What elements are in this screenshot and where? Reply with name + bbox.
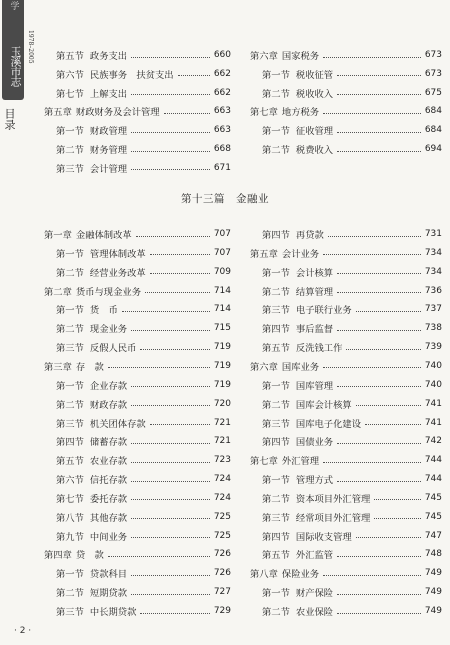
toc-entry-page: 694 — [424, 144, 442, 154]
toc-entry-page: 734 — [424, 266, 442, 277]
toc-dot-leader — [374, 499, 421, 500]
toc-entry-title: 会计管理 — [89, 163, 128, 175]
toc-entry-page: 749 — [424, 568, 442, 579]
toc-entry — [250, 509, 442, 525]
toc-dot-leader — [337, 481, 421, 482]
toc-entry-number: 第五节 — [56, 456, 84, 468]
toc-dot-leader — [131, 405, 210, 406]
toc-entry-title: 国家税务 — [281, 51, 320, 62]
toc-entry — [250, 415, 442, 431]
toc-dot-leader — [365, 424, 421, 425]
toc-entry — [250, 339, 442, 355]
toc-dot-leader — [131, 518, 210, 519]
toc-dot-leader — [131, 169, 210, 170]
toc-dot-leader — [323, 462, 421, 463]
toc-dot-leader — [131, 537, 210, 538]
toc-entry — [250, 103, 442, 119]
toc-dot-leader — [131, 132, 210, 133]
toc-entry — [44, 490, 231, 506]
toc-entry-number: 第七章 — [250, 456, 278, 468]
toc-entry-number: 第四节 — [262, 324, 290, 336]
toc-entry-number: 第三节 — [56, 343, 84, 355]
toc-entry-title: 经常项目外汇管理 — [295, 512, 371, 524]
toc-entry — [44, 320, 231, 336]
toc-entry-title: 外汇管理 — [281, 456, 320, 468]
toc-entry-title: 上解支出 — [89, 88, 128, 100]
toc-entry-title: 财政存款 — [89, 399, 128, 411]
toc-dot-leader — [356, 537, 421, 538]
toc-entry-page: 662 — [213, 68, 231, 79]
toc-entry-page: 724 — [213, 492, 231, 503]
toc-entry-page: 731 — [424, 229, 442, 239]
toc-entry-title: 国库会计核算 — [295, 399, 352, 411]
toc-dot-leader — [131, 462, 210, 463]
toc-entry — [44, 226, 231, 242]
toc-dot-leader — [131, 481, 210, 482]
toc-entry-title: 财政管理 — [89, 126, 128, 138]
toc-dot-leader — [356, 311, 421, 312]
toc-entry-page: 673 — [424, 68, 442, 79]
toc-entry-number: 第二节 — [56, 145, 84, 156]
toc-entry-number: 第四节 — [56, 437, 84, 449]
toc-entry-page: 749 — [424, 606, 442, 616]
toc-entry-title: 经营业务改革 — [89, 267, 146, 279]
toc-dot-leader — [178, 75, 210, 76]
toc-entry-page: 668 — [213, 144, 231, 154]
toc-dot-leader — [337, 75, 421, 76]
toc-entry — [44, 122, 231, 138]
toc-dot-leader — [337, 94, 421, 95]
toc-entry-page: 725 — [213, 530, 231, 541]
toc-entry-number: 第六节 — [56, 69, 84, 81]
toc-entry-title: 财务管理 — [89, 145, 128, 156]
toc-entry — [44, 452, 231, 468]
toc-entry-title: 中长期贷款 — [89, 607, 137, 618]
toc-entry — [250, 396, 442, 412]
toc-entry-page: 707 — [213, 247, 231, 258]
toc-entry-number: 第四章 — [44, 550, 72, 562]
toc-entry-number: 第四节 — [262, 437, 290, 449]
toc-entry — [44, 358, 231, 374]
toc-entry-number: 第二节 — [262, 607, 290, 618]
toc-entry — [250, 245, 442, 261]
toc-entry-page: 719 — [213, 379, 231, 390]
toc-dot-leader — [356, 405, 421, 406]
toc-dot-leader — [150, 254, 210, 255]
toc-entry-title: 现金业务 — [89, 324, 128, 336]
toc-entry-page: 684 — [424, 125, 442, 136]
toc-entry-number: 第七节 — [56, 88, 84, 100]
toc-entry-title: 税费收入 — [295, 145, 334, 156]
toc-entry — [44, 603, 231, 619]
toc-entry — [250, 264, 442, 280]
toc-entry-page: 726 — [213, 568, 231, 579]
toc-entry-title: 机关团体存款 — [89, 418, 146, 430]
toc-entry-page: 747 — [424, 530, 442, 541]
toc-entry — [250, 490, 442, 506]
toc-entry — [44, 264, 231, 280]
toc-dot-leader — [131, 151, 210, 152]
toc-entry-number: 第三章 — [44, 361, 72, 373]
toc-entry-title: 会计业务 — [281, 248, 320, 260]
toc-entry-title: 外汇监管 — [295, 550, 334, 562]
toc-entry — [44, 584, 231, 600]
toc-entry-title: 国库电子化建设 — [295, 418, 361, 430]
toc-entry-page: 734 — [424, 247, 442, 258]
toc-entry — [44, 377, 231, 393]
toc-dot-leader — [323, 254, 421, 255]
toc-entry-title: 其他存款 — [89, 512, 128, 524]
toc-entry — [250, 584, 442, 600]
toc-entry-title: 管理体制改革 — [89, 248, 146, 260]
toc-entry-title: 委托存款 — [89, 493, 128, 505]
toc-entry-title: 国际收支管理 — [295, 531, 352, 543]
toc-dot-leader — [131, 330, 210, 331]
toc-entry-title: 农业保险 — [295, 607, 334, 618]
toc-entry-title: 农业存款 — [89, 456, 128, 468]
toc-entry — [44, 301, 231, 317]
toc-entry-title: 储蓄存款 — [89, 437, 128, 449]
toc-dot-leader — [337, 443, 421, 444]
toc-entry-page: 738 — [424, 323, 442, 334]
toc-entry-number: 第二节 — [56, 324, 84, 336]
toc-entry — [44, 283, 231, 299]
toc-dot-leader — [108, 556, 210, 557]
toc-entry-number: 第五章 — [44, 107, 72, 119]
toc-entry-page: 744 — [424, 474, 442, 485]
toc-entry — [44, 433, 231, 449]
toc-entry-page: 727 — [213, 587, 231, 598]
toc-dot-leader — [323, 57, 421, 58]
toc-entry-title: 存 款 — [75, 361, 104, 373]
toc-entry-page: 715 — [213, 323, 231, 334]
toc-dot-leader — [164, 113, 210, 114]
toc-entry-number: 第三节 — [56, 607, 84, 618]
toc-entry-title: 反假人民币 — [89, 343, 137, 355]
toc-entry-number: 第六节 — [56, 475, 84, 487]
toc-entry-page: 721 — [213, 417, 231, 428]
toc-dot-leader — [323, 113, 421, 114]
toc-entry — [44, 141, 231, 157]
toc-entry-number: 第四节 — [262, 230, 290, 241]
toc-entry-number: 第二节 — [56, 588, 84, 600]
toc-entry-page: 719 — [213, 360, 231, 371]
toc-dot-leader — [323, 575, 421, 576]
toc-entry-page: 709 — [213, 266, 231, 277]
toc-entry — [250, 122, 442, 138]
toc-entry-page: 748 — [424, 549, 442, 560]
sidebar — [0, 0, 34, 645]
toc-entry-number: 第三节 — [56, 418, 84, 430]
toc-entry-title: 资本项目外汇管理 — [295, 493, 371, 505]
toc-entry-page: 741 — [424, 398, 442, 409]
toc-entry-number: 第一节 — [56, 380, 84, 392]
toc-dot-leader — [337, 613, 421, 614]
toc-entry — [44, 160, 231, 176]
toc-entry — [250, 377, 442, 393]
toc-entry — [250, 301, 442, 317]
toc-entry-title: 征收管理 — [295, 126, 334, 138]
toc-dot-leader — [337, 594, 421, 595]
toc-entry-number: 第五节 — [262, 550, 290, 562]
toc-dot-leader — [337, 386, 421, 387]
book-spine-band — [2, 0, 24, 100]
toc-entry-title: 反洗钱工作 — [295, 343, 343, 355]
toc-entry-number: 第九节 — [56, 531, 84, 543]
toc-entry-number: 第一节 — [56, 569, 84, 581]
toc-entry-title: 事后监督 — [295, 324, 334, 336]
toc-entry-number: 第二节 — [262, 286, 290, 298]
toc-entry — [250, 226, 442, 242]
toc-entry-title: 国库业务 — [281, 361, 320, 373]
toc-entry-page: 723 — [213, 455, 231, 466]
toc-entry-number: 第一节 — [262, 380, 290, 392]
toc-entry-number: 第八节 — [56, 512, 84, 524]
toc-entry-number: 第一章 — [44, 230, 72, 241]
toc-entry — [44, 565, 231, 581]
toc-entry-number: 第五章 — [250, 248, 278, 260]
toc-entry-title: 信托存款 — [89, 475, 128, 487]
toc-entry-number: 第一节 — [56, 248, 84, 260]
toc-entry — [250, 471, 442, 487]
toc-dot-leader — [131, 386, 210, 387]
toc-entry-title: 国库管理 — [295, 380, 334, 392]
toc-entry — [44, 85, 231, 101]
page-number: · 2 · — [14, 626, 32, 636]
toc-entry — [250, 141, 442, 157]
toc-dot-leader — [131, 499, 210, 500]
toc-entry-number: 第七节 — [56, 493, 84, 505]
toc-dot-leader — [140, 349, 209, 350]
toc-entry-number: 第二节 — [262, 88, 290, 100]
toc-dot-leader — [131, 94, 210, 95]
toc-entry — [44, 47, 231, 63]
toc-entry-title: 税收收入 — [295, 88, 334, 100]
toc-entry-title: 保险业务 — [281, 569, 320, 581]
toc-entry-title: 货 币 — [89, 305, 118, 317]
toc-entry — [250, 320, 442, 336]
toc-entry-title: 货币与现金业务 — [75, 286, 141, 298]
toc-entry-number: 第七章 — [250, 107, 278, 119]
toc-entry-title: 金融体制改革 — [75, 230, 132, 241]
toc-entry-title: 中间业务 — [89, 531, 128, 543]
toc-entry-page: 720 — [213, 398, 231, 409]
toc-dot-leader — [337, 556, 421, 557]
toc-dot-leader — [136, 236, 210, 237]
toc-dot-leader — [328, 236, 421, 237]
toc-entry-page: 663 — [213, 106, 231, 117]
section-label: 目录 — [3, 108, 16, 130]
toc-entry — [250, 452, 442, 468]
toc-dot-leader — [323, 367, 421, 368]
toc-entry-page: 673 — [424, 50, 442, 60]
toc-dot-leader — [122, 311, 210, 312]
toc-dot-leader — [337, 132, 421, 133]
toc-entry-title: 贷款科目 — [89, 569, 128, 581]
toc-entry-number: 第二节 — [262, 399, 290, 411]
toc-entry — [250, 283, 442, 299]
toc-entry-number: 第一节 — [262, 588, 290, 600]
toc-entry-page: 740 — [424, 360, 442, 371]
toc-entry-page: 725 — [213, 511, 231, 522]
book-title: 玉溪市志 — [9, 46, 22, 86]
toc-entry — [250, 85, 442, 101]
toc-dot-leader — [145, 292, 210, 293]
toc-entry — [44, 471, 231, 487]
toc-entry-number: 第五节 — [56, 51, 84, 62]
toc-entry-number: 第一节 — [262, 475, 290, 487]
toc-dot-leader — [346, 349, 420, 350]
toc-entry-page: 726 — [213, 549, 231, 560]
toc-entry-page: 740 — [424, 379, 442, 390]
toc-entry-page: 684 — [424, 106, 442, 117]
toc-entry — [44, 103, 231, 119]
toc-entry — [250, 565, 442, 581]
toc-entry-page: 671 — [213, 162, 231, 173]
toc-entry-page: 736 — [424, 285, 442, 296]
toc-entry-title: 贷 款 — [75, 550, 104, 562]
toc-entry-page: 719 — [213, 342, 231, 353]
toc-entry-title: 财政财务及会计管理 — [75, 107, 160, 119]
toc-entry — [44, 509, 231, 525]
toc-entry-page: 742 — [424, 436, 442, 447]
toc-entry-page: 714 — [213, 285, 231, 296]
toc-entry-number: 第一节 — [56, 126, 84, 138]
toc-entry-number: 第一节 — [56, 305, 84, 317]
toc-dot-leader — [131, 594, 210, 595]
toc-entry-title: 政务支出 — [89, 51, 128, 62]
toc-entry-title: 财产保险 — [295, 588, 334, 600]
book-years: 1978–2005 — [27, 30, 34, 64]
toc-entry-page: 749 — [424, 587, 442, 598]
toc-entry-page: 745 — [424, 492, 442, 503]
toc-entry-number: 第三节 — [56, 163, 84, 175]
toc-entry-page: 744 — [424, 455, 442, 466]
toc-entry — [250, 603, 442, 619]
toc-entry-number: 第四节 — [262, 531, 290, 543]
toc-entry-number: 第二章 — [44, 286, 72, 298]
toc-entry-title: 民族事务 扶贫支出 — [89, 69, 174, 81]
toc-dot-leader — [131, 443, 210, 444]
toc-dot-leader — [150, 273, 210, 274]
toc-entry — [250, 358, 442, 374]
toc-entry-title: 电子联行业务 — [295, 305, 352, 317]
toc-entry-title: 地方税务 — [281, 107, 320, 119]
toc-entry-number: 第六章 — [250, 361, 278, 373]
toc-dot-leader — [374, 518, 421, 519]
toc-entry-page: 662 — [213, 87, 231, 98]
toc-entry-page: 739 — [424, 342, 442, 353]
toc-entry — [44, 245, 231, 261]
logo-mark: 学 — [10, 2, 20, 12]
toc-dot-leader — [108, 367, 210, 368]
toc-entry-number: 第二节 — [262, 493, 290, 505]
toc-dot-leader — [337, 273, 421, 274]
toc-entry-title: 国债业务 — [295, 437, 334, 449]
toc-entry — [250, 47, 442, 63]
toc-entry — [44, 415, 231, 431]
toc-entry-number: 第二节 — [56, 267, 84, 279]
toc-entry-number: 第六章 — [250, 51, 278, 62]
toc-entry-number: 第一节 — [262, 267, 290, 279]
toc-entry-title: 税收征管 — [295, 69, 334, 81]
toc-entry-page: 660 — [213, 50, 231, 60]
toc-entry — [250, 66, 442, 82]
toc-entry-page: 663 — [213, 125, 231, 136]
toc-entry-number: 第八章 — [250, 569, 278, 581]
part-title: 第十三篇 金融业 — [181, 193, 269, 205]
toc-dot-leader — [337, 292, 421, 293]
toc-entry-page: 737 — [424, 304, 442, 315]
toc-entry — [44, 546, 231, 562]
toc-entry-number: 第二节 — [262, 145, 290, 156]
toc-dot-leader — [150, 424, 210, 425]
toc-entry-title: 短期贷款 — [89, 588, 128, 600]
toc-entry — [44, 66, 231, 82]
toc-entry-title: 结算管理 — [295, 286, 334, 298]
toc-entry-number: 第三节 — [262, 512, 290, 524]
toc-entry-page: 721 — [213, 436, 231, 447]
toc-entry-number: 第三节 — [262, 418, 290, 430]
toc-entry — [250, 546, 442, 562]
toc-entry-page: 707 — [213, 229, 231, 239]
toc-dot-leader — [131, 575, 210, 576]
toc-entry-number: 第二节 — [56, 399, 84, 411]
toc-dot-leader — [140, 613, 209, 614]
toc-entry-title: 管理方式 — [295, 475, 334, 487]
toc-entry — [250, 528, 442, 544]
toc-entry-page: 675 — [424, 87, 442, 98]
toc-entry-title: 会计核算 — [295, 267, 334, 279]
toc-entry — [44, 396, 231, 412]
toc-entry — [44, 528, 231, 544]
toc-entry — [44, 339, 231, 355]
toc-entry-number: 第一节 — [262, 69, 290, 81]
toc-entry — [250, 433, 442, 449]
toc-entry-page: 729 — [213, 606, 231, 616]
toc-dot-leader — [337, 330, 421, 331]
toc-entry-number: 第一节 — [262, 126, 290, 138]
toc-dot-leader — [131, 57, 210, 58]
toc-entry-page: 724 — [213, 474, 231, 485]
toc-entry-page: 714 — [213, 304, 231, 315]
toc-entry-page: 745 — [424, 511, 442, 522]
toc-entry-page: 741 — [424, 417, 442, 428]
toc-entry-number: 第三节 — [262, 305, 290, 317]
toc-entry-title: 企业存款 — [89, 380, 128, 392]
toc-dot-leader — [337, 151, 421, 152]
toc-entry-title: 再贷款 — [295, 230, 324, 241]
toc-entry-number: 第五节 — [262, 343, 290, 355]
